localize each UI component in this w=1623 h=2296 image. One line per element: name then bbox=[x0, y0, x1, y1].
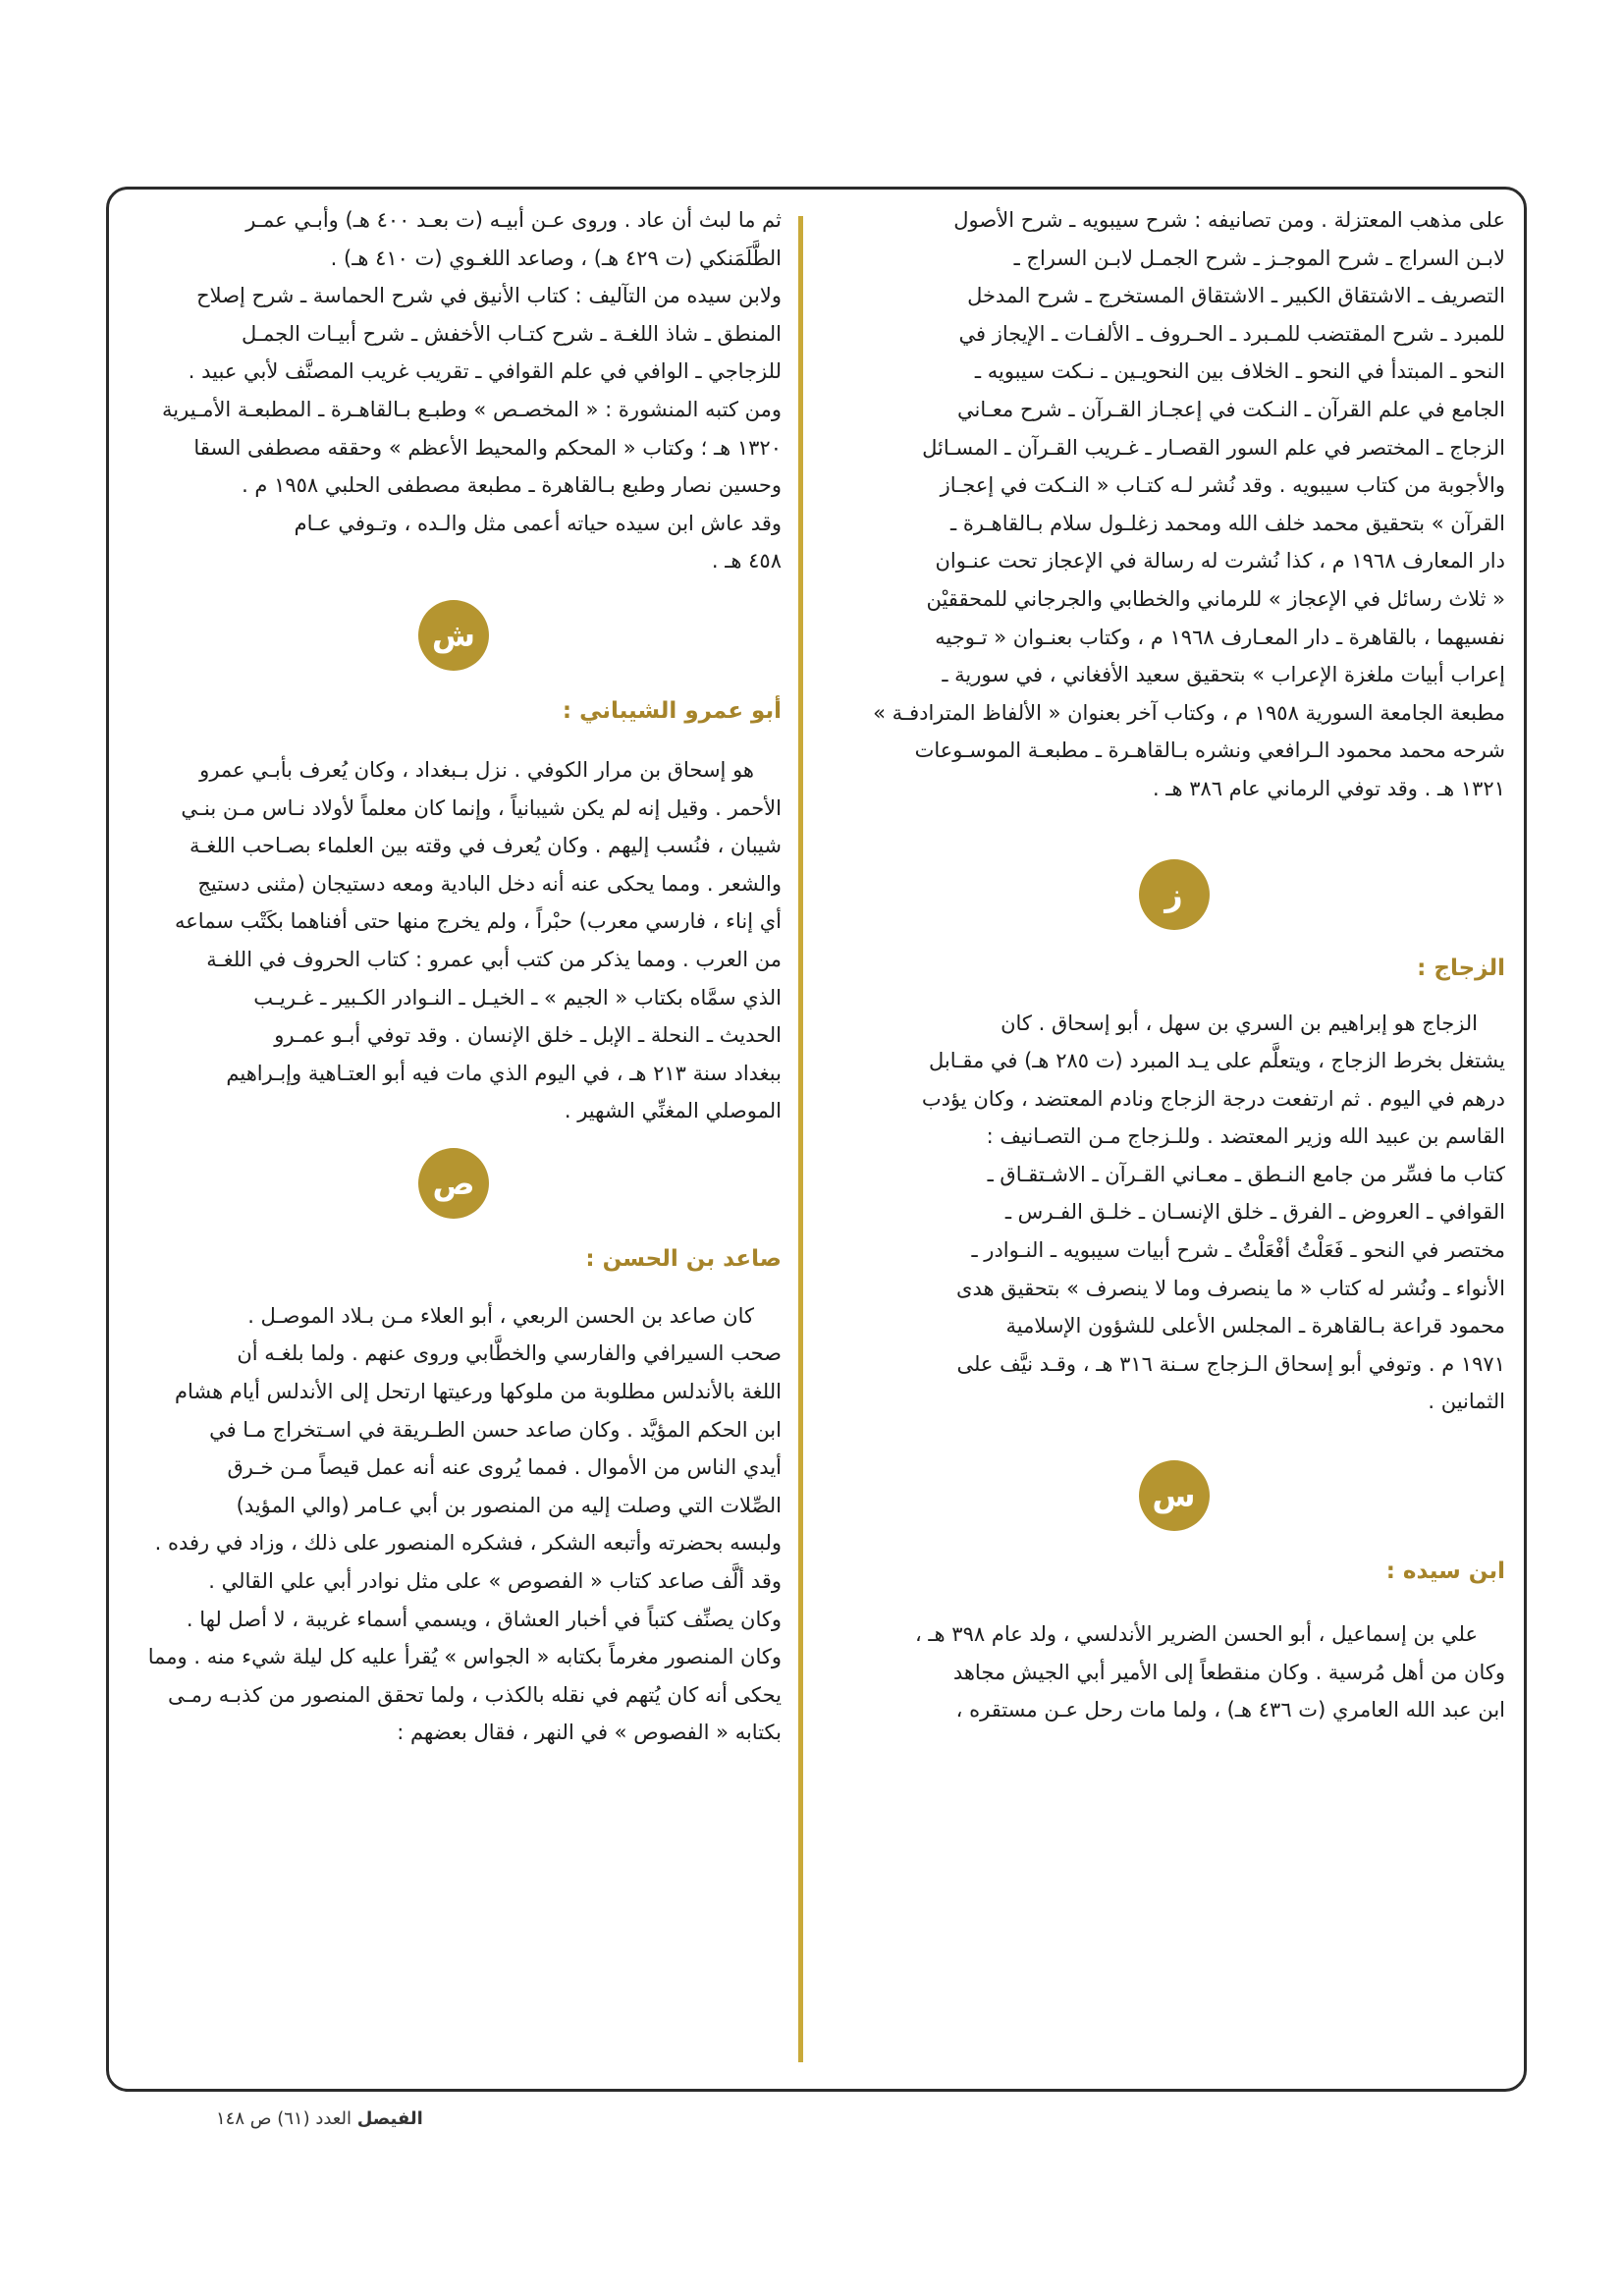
text-line: القوافي ـ العروض ـ الفرق ـ خلق الإنسـان ـ خلـق الفـرس ـ bbox=[1004, 1200, 1505, 1225]
text-line: مطبعة الجامعة السورية ١٩٥٨ م ، وكتاب آخر بعنوان « الألفاظ المترادفـة » bbox=[873, 700, 1505, 725]
text-line: لابـن السراج ـ شرح الموجـز ـ شرح الجمـل لابـن السراج ـ bbox=[1013, 246, 1505, 270]
section-title-shaybani: أبو عمرو الشيباني : bbox=[562, 697, 782, 724]
text-line: ١٣٢١ هـ . وقد توفي الرماني عام ٣٨٦ هـ . bbox=[1152, 776, 1505, 800]
text-line: الذي سمَّاه بكتاب « الجيم » ـ الخيـل ـ النـوادر الكـبير ـ غـريـب bbox=[253, 985, 782, 1010]
text-line: ابن الحكم المؤيَّد . وكان صاعد حسن الطـريقة في اسـتخراج مـا في bbox=[209, 1417, 782, 1442]
text-line: الجامع في علم القرآن ـ النـكت في إعجـاز القـرآن ـ شرح معـاني bbox=[956, 397, 1505, 421]
text-line: هو إسحاق بن مرار الكوفي . نزل بـبغداد ، وكان يُعرف بأبـي عمرو bbox=[199, 757, 754, 782]
magazine-name: الفيصل bbox=[356, 2108, 423, 2129]
text-line: الثمانين . bbox=[1428, 1390, 1505, 1414]
left-column bbox=[126, 201, 782, 1752]
text-line: ولبسه بحضرته وأتبعه الشكر ، فشكره المنصور على ذلك ، وزاد في رفده . bbox=[154, 1531, 782, 1556]
text-line: أيدي الناس من الأموال . فمما يُروى عنه أنه عمل قيصاً مـن خـرق bbox=[227, 1455, 782, 1480]
column-divider bbox=[798, 216, 803, 2062]
text-line: محمود قراعة بـالقاهرة ـ المجلس الأعلى للشؤون الإسلامية bbox=[1005, 1314, 1505, 1339]
text-line: شرحه محمد محمود الـرافعي ونشره بـالقاهـرة ـ مطبعـة الموسـوعات bbox=[914, 738, 1505, 763]
text-line: للمبرد ـ شرح المقتضب للمـبرد ـ الحـروف ـ الألفـات ـ الإيجاز في bbox=[958, 321, 1505, 346]
text-line: « ثلاث رسائل في الإعجاز » للرماني والخطابي والجرجاني للمحققيْن bbox=[926, 586, 1505, 611]
letter-badge-sin: س bbox=[1139, 1460, 1210, 1531]
text-line: وكان المنصور مغرماً بكتابه « الجواس » يُقرأ عليه كل ليلة شيء منه . ومما bbox=[147, 1645, 782, 1669]
section-text-zajjaj bbox=[842, 1005, 1505, 1422]
text-line: شيبان ، فنُسب إليهم . وكان يُعرف في وقته بين العلماء بصـاحب اللغـة bbox=[189, 834, 782, 858]
text-line: نفسيهما ، بالقاهرة ـ دار المعـارف ١٩٦٨ م ، وكتاب بعنـوان « تـوجيه bbox=[935, 625, 1505, 649]
text-line: الزجاج هو إبراهيم بن السري بن سهل ، أبو إسحاق . كان bbox=[1001, 1011, 1478, 1035]
text-line: ١٣٢٠ هـ ؛ وكتاب « المحكم والمحيط الأعظم » وحققه مصطفى السقا bbox=[193, 435, 782, 460]
text-line: الموصلي المغنِّي الشهير . bbox=[564, 1099, 782, 1123]
text-line: ببغداد سنة ٢١٣ هـ ، في اليوم الذي مات فيه أبو العتـاهية وإبـراهيم bbox=[226, 1061, 782, 1085]
text-line: إعراب أبيات ملغزة الإعراب » بتحقيق سعيد الأفغاني ، في سورية ـ bbox=[942, 663, 1505, 687]
letter-badge-sad: ص bbox=[418, 1148, 489, 1219]
text-line: الأنواء ـ ونُشر له كتاب « ما ينصرف وما لا ينصرف » بتحقيق هدى bbox=[956, 1276, 1505, 1300]
text-line: الطَّلَمَنكي (ت ٤٢٩ هـ) ، وصاعد اللغـوي (ت ٤١٠ هـ) . bbox=[330, 246, 782, 270]
text-line: ١٩٧١ م . وتوفي أبو إسحاق الـزجاج سـنة ٣١٦ هـ ، وقـد نيَّف على bbox=[956, 1351, 1505, 1376]
left-intro-text bbox=[126, 201, 782, 580]
issue-page: العدد (٦١) ص ١٤٨ bbox=[216, 2108, 352, 2129]
text-line: دار المعارف ١٩٦٨ م ، كذا نُشرت له رسالة في الإعجاز تحت عنـوان bbox=[935, 549, 1505, 574]
text-line: القرآن » بتحقيق محمد خلف الله ومحمد زغلـول سلام بـالقاهـرة ـ bbox=[950, 511, 1505, 535]
text-line: المنطق ـ شاذ اللغـة ـ شرح كتـاب الأخفش ـ شرح أبيـات الجمـل bbox=[241, 321, 782, 346]
text-line: صحب السيرافي والفارسي والخطَّابي وروى عنهم . ولما بلغـه أن bbox=[237, 1341, 782, 1366]
text-line: القاسم بن عبيد الله وزير المعتضد . وللـزجاج مـن التصـانيف : bbox=[986, 1124, 1505, 1149]
text-line: التصريف ـ الاشتقاق الكبير ـ الاشتقاق المستخرج ـ شرح المدخل bbox=[967, 284, 1505, 308]
section-title-saed: صاعد بن الحسن : bbox=[585, 1245, 782, 1272]
letter-badge-zay: ز bbox=[1139, 859, 1210, 930]
text-line: الحديث ـ النحلة ـ الإبل ـ خلق الإنسان . وقد توفي أبـو عمـرو bbox=[274, 1023, 782, 1048]
text-line: ولابن سيده من التآليف : كتاب الأنيق في شرح الحماسة ـ شرح إصلاح bbox=[196, 284, 782, 308]
text-line: ابن عبد الله العامري (ت ٤٣٦ هـ) ، ولما مات رحل عـن مستقره ، bbox=[955, 1698, 1505, 1722]
section-text-saed bbox=[126, 1297, 782, 1752]
text-line: وحسين نصار وطبع بـالقاهرة ـ مطبعة مصطفى الحلبي ١٩٥٨ م . bbox=[242, 473, 782, 498]
text-line: كان صاعد بن الحسن الربعي ، أبو العلاء مـن بـلاد الموصـل . bbox=[247, 1303, 754, 1328]
text-line: يحكى أنه كان يُتهم في نقله بالكذب ، ولما تحقق المنصور من كذبـه رمـى bbox=[168, 1682, 782, 1707]
section-text-ibn-sidah bbox=[842, 1615, 1505, 1729]
text-line: وكان يصنِّف كتباً في أخبار العشاق ، ويسمي أسماء غريبة ، لا أصل لها . bbox=[186, 1607, 782, 1631]
letter-badge-shin: ش bbox=[418, 600, 489, 671]
text-line: الصِّلات التي وصلت إليه من المنصور بن أبي عـامر (والي المؤيد) bbox=[236, 1493, 782, 1517]
section-text-shaybani bbox=[126, 751, 782, 1130]
text-line: النحو ـ المبتدأ في النحو ـ الخلاف بين النحويـين ـ نـكت سيبويه ـ bbox=[974, 359, 1505, 384]
text-line: من العرب . ومما يذكر من كتب أبي عمرو : كتاب الحروف في اللغـة bbox=[206, 947, 782, 971]
text-line: ومن كتبه المنشورة : « المخصـص » وطبـع بـالقاهـرة ـ المطبعـة الأمـيرية bbox=[162, 397, 782, 421]
right-intro-text bbox=[842, 201, 1505, 808]
text-line: يشتغل بخرط الزجاج ، ويتعلَّم على يـد المبرد (ت ٢٨٥ هـ) في مقـابل bbox=[929, 1049, 1505, 1073]
page-footer bbox=[216, 2108, 423, 2129]
text-line: كتاب ما فسِّر من جامع النـطق ـ معـاني القـرآن ـ الاشـتقـاق ـ bbox=[987, 1162, 1505, 1186]
text-line: على مذهب المعتزلة . ومن تصانيفه : شرح سيبويه ـ شرح الأصول bbox=[953, 208, 1505, 232]
text-line: والأجوبة من كتاب سيبويه . وقد نُشر لـه كتـاب « النـكت في إعجـاز bbox=[940, 473, 1505, 498]
section-title-zajjaj: الزجاج : bbox=[1417, 955, 1505, 981]
text-line: بكتابه « الفصوص » في النهر ، فقال بعضهم : bbox=[397, 1721, 782, 1745]
text-line: وقد عاش ابن سيده حياته أعمى مثل والـده ، وتـوفي عـام bbox=[294, 511, 782, 535]
text-line: علي بن إسماعيل ، أبو الحسن الضرير الأندلسي ، ولد عام ٣٩٨ هـ ، bbox=[914, 1622, 1478, 1647]
section-title-ibn-sidah: ابن سيده : bbox=[1385, 1558, 1505, 1585]
text-line: ثم ما لبث أن عاد . وروى عـن أبيـه (ت بعـد ٤٠٠ هـ) وأبـي عمـر bbox=[245, 208, 782, 232]
text-line: أي إناء ، فارسي معرب) حبْراً ، ولم يخرج منها حتى أفناهما بكَتْب سماعه bbox=[175, 909, 782, 934]
text-line: درهم في اليوم . ثم ارتفعت درجة الزجاج ونادم المعتضد ، وكان يؤدب bbox=[921, 1086, 1505, 1111]
text-line: اللغة بالأندلس مطلوبة من ملوكها ورعيتها ارتحل إلى الأندلس أيام هشام bbox=[174, 1380, 782, 1404]
text-line: ٤٥٨ هـ . bbox=[711, 549, 782, 574]
text-line: الأحمر . وقيل إنه لم يكن شيبانياً ، وإنما كان معلماً لأولاد نـاس مـن بنـي bbox=[181, 795, 782, 820]
text-line: الزجاج ـ المختصر في علم السور القصـار ـ غـريب القـرآن ـ المسـائل bbox=[922, 435, 1505, 460]
text-line: وقد ألَّف صاعد كتاب « الفصوص » على مثل نوادر أبي علي القالي . bbox=[208, 1569, 782, 1594]
right-column bbox=[842, 201, 1505, 1729]
text-line: وكان من أهل مُرسية . وكان منقطعاً إلى الأمير أبي الجيش مجاهد bbox=[952, 1660, 1505, 1684]
text-line: للزجاجي ـ الوافي في علم القوافي ـ تقريب غريب المصنَّف لأبي عبيد . bbox=[188, 359, 782, 384]
text-line: والشعر . ومما يحكى عنه أنه دخل البادية ومعه دستيجان (مثنى دستيج bbox=[197, 871, 782, 896]
text-line: مختصر في النحو ـ فَعَلْتُ أفْعَلْتُ ـ شرح أبيات سيبويه ـ النـوادر ـ bbox=[971, 1238, 1505, 1263]
